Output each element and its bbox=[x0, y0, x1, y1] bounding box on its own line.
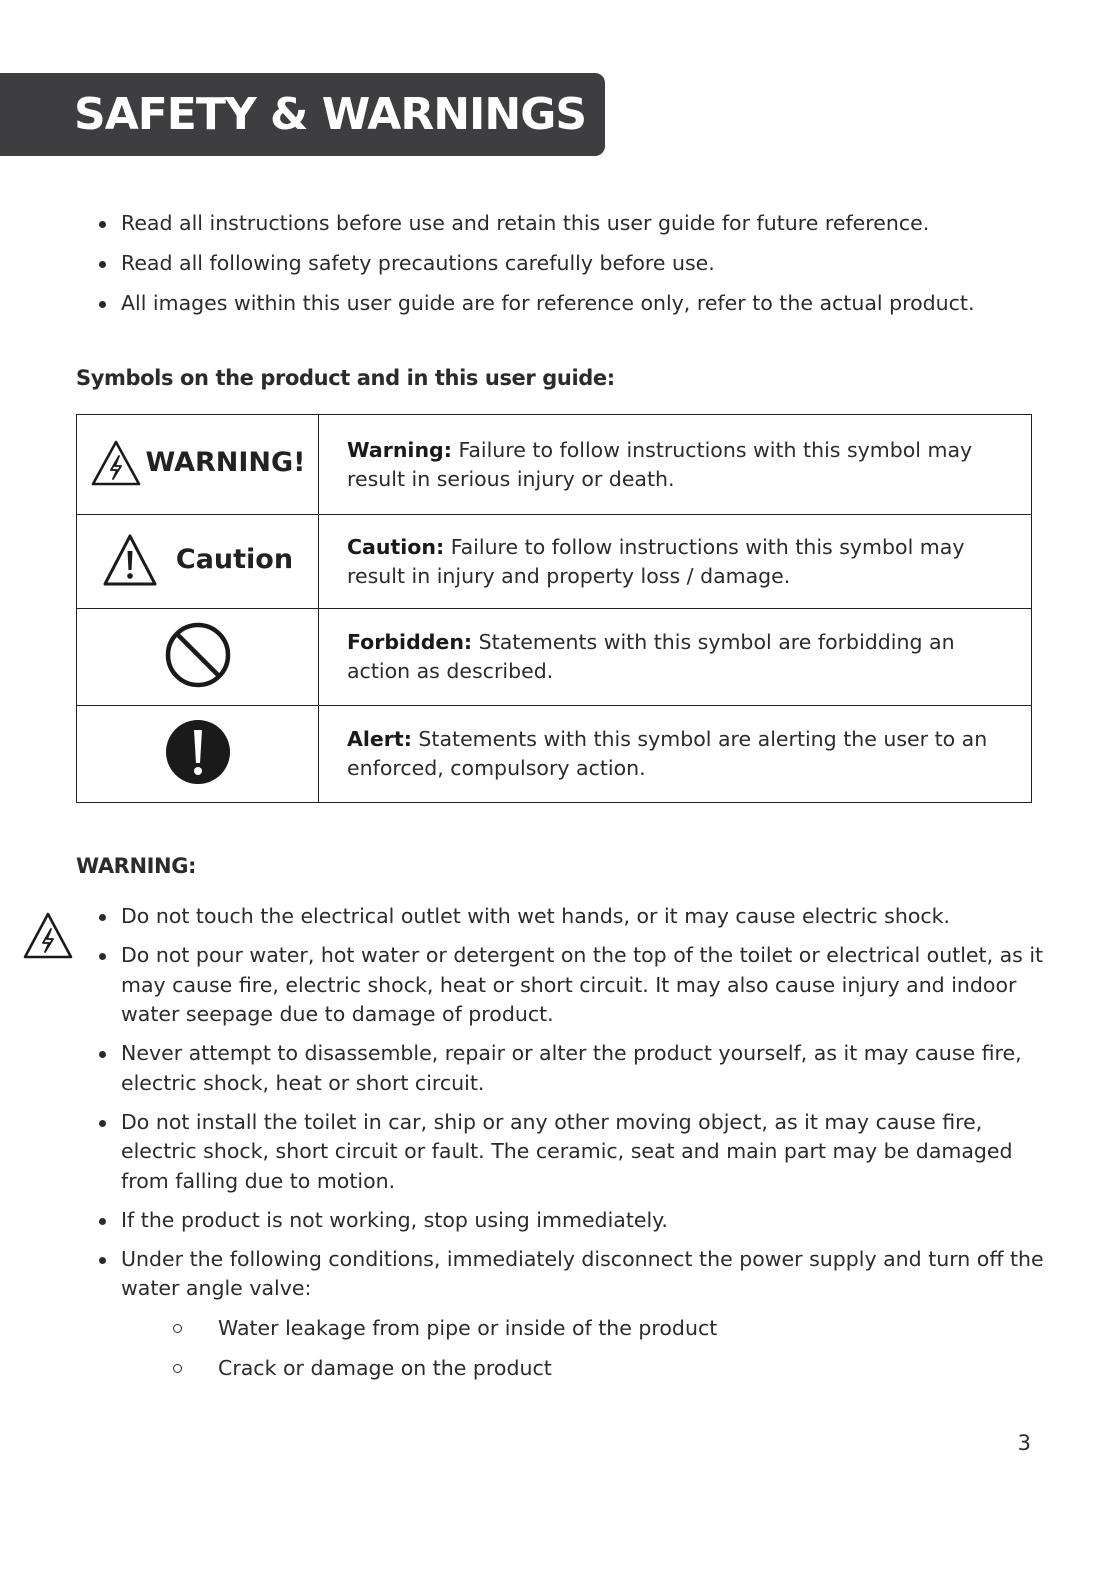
intro-list bbox=[0, 209, 1119, 329]
list-item: Do not install the toilet in car, ship or any other moving object, as it may cause fire, electric shock, short circuit or fault. The ceramic, seat and main part may be damaged from falling due to motion. bbox=[0, 1108, 1119, 1197]
warning-heading: WARNING: bbox=[76, 854, 197, 878]
warning-list bbox=[0, 902, 1119, 1394]
symbol-description bbox=[319, 609, 1032, 706]
symbol-cell bbox=[77, 609, 319, 706]
sub-list-item: Water leakage from pipe or inside of the product bbox=[121, 1314, 1049, 1344]
symbol-label: Caution bbox=[175, 544, 294, 575]
symbol-cell bbox=[77, 515, 319, 609]
list-item-text: Under the following conditions, immediately disconnect the power supply and turn off the water angle valve: bbox=[121, 1246, 1044, 1300]
symbol-text: Failure to follow instructions with this symbol may result in injury and property loss / damage. bbox=[347, 534, 965, 588]
page-number: 3 bbox=[1017, 1431, 1031, 1455]
table-row bbox=[77, 609, 1032, 706]
symbol-term: Caution: bbox=[347, 534, 445, 559]
symbol-description bbox=[319, 706, 1032, 803]
page-title: SAFETY & WARNINGS bbox=[74, 89, 587, 140]
list-item: Do not touch the electrical outlet with wet hands, or it may cause electric shock. bbox=[0, 902, 1119, 932]
symbol-description bbox=[319, 515, 1032, 609]
title-banner bbox=[0, 73, 605, 156]
table-row bbox=[77, 415, 1032, 515]
symbol-text: Failure to follow instructions with this symbol may result in serious injury or death. bbox=[347, 437, 973, 491]
caution-triangle-icon bbox=[102, 533, 158, 587]
symbol-term: Warning: bbox=[347, 437, 452, 462]
symbol-label: WARNING! bbox=[145, 447, 306, 478]
sub-list-item: Crack or damage on the product bbox=[121, 1354, 1049, 1384]
symbols-heading: Symbols on the product and in this user guide: bbox=[76, 366, 615, 390]
forbidden-icon bbox=[164, 621, 232, 689]
table-row bbox=[77, 706, 1032, 803]
symbol-text: Statements with this symbol are forbidding an action as described. bbox=[347, 630, 955, 683]
alert-icon bbox=[165, 719, 231, 785]
list-item: Do not pour water, hot water or detergent on the top of the toilet or electrical outlet, as it may cause fire, electric shock, heat or short circuit. It may also cause injury and indoor water seepage due to damage of product. bbox=[0, 941, 1119, 1030]
symbol-description bbox=[319, 415, 1032, 515]
condition-list bbox=[121, 1314, 1049, 1384]
symbol-cell bbox=[77, 415, 319, 515]
list-item bbox=[0, 1245, 1119, 1384]
symbol-term: Alert: bbox=[347, 727, 412, 751]
symbols-table bbox=[76, 414, 1032, 803]
electric-warning-triangle-icon bbox=[90, 439, 142, 487]
list-item: Read all following safety precautions carefully before use. bbox=[0, 249, 1119, 279]
list-item: All images within this user guide are for reference only, refer to the actual product. bbox=[0, 289, 1119, 319]
symbol-term: Forbidden: bbox=[347, 630, 473, 654]
list-item: Never attempt to disassemble, repair or alter the product yourself, as it may cause fire, electric shock, heat or short circuit. bbox=[0, 1039, 1119, 1098]
symbol-text: Statements with this symbol are alerting the user to an enforced, compulsory action. bbox=[347, 727, 988, 780]
list-item: If the product is not working, stop using immediately. bbox=[0, 1206, 1119, 1236]
list-item: Read all instructions before use and retain this user guide for future reference. bbox=[0, 209, 1119, 239]
table-row bbox=[77, 515, 1032, 609]
symbol-cell bbox=[77, 706, 319, 803]
